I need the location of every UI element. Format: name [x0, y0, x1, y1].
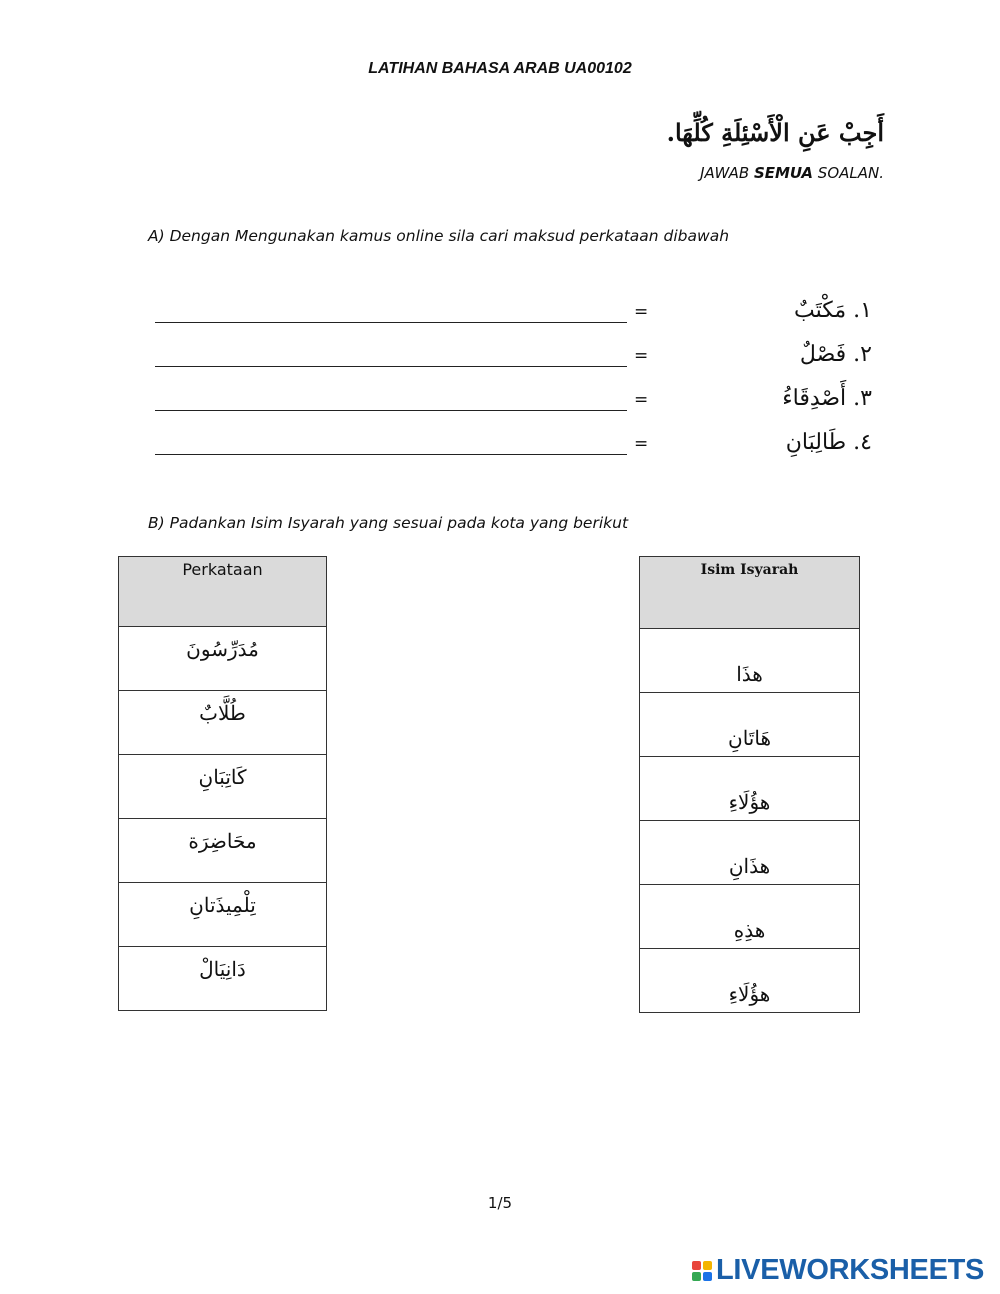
logo-tile — [703, 1261, 712, 1270]
instruction-pre: JAWAB — [700, 164, 754, 182]
isim-isyarah-header: Isim Isyarah — [640, 557, 860, 629]
equals-sign: = — [634, 346, 649, 366]
isim-isyarah-cell[interactable]: هؤُلَاءِ — [640, 757, 860, 821]
page-number: 1/5 — [487, 1194, 513, 1212]
vocab-row — [0, 388, 1000, 418]
instruction-bold: SEMUA — [753, 164, 814, 182]
isim-isyarah-cell[interactable]: هؤُلَاءِ — [640, 949, 860, 1013]
answer-blank[interactable] — [155, 366, 627, 367]
equals-sign: = — [634, 434, 649, 454]
perkataan-cell[interactable]: طُلَّابٌ — [119, 691, 327, 755]
perkataan-table — [118, 556, 327, 1011]
vocab-word: ٢. فَصْلٌ — [799, 342, 872, 367]
section-b-heading: B) Padankan Isim Isyarah yang sesuai pada kota yang berikut — [148, 514, 629, 532]
answer-blank[interactable] — [155, 410, 627, 411]
vocab-word: ٣. أَصْدِقَاءُ — [782, 386, 872, 411]
logo-grid-icon — [692, 1261, 712, 1281]
logo-tile — [703, 1272, 712, 1281]
vocab-row — [0, 300, 1000, 330]
isim-isyarah-cell[interactable]: هَاتَانِ — [640, 693, 860, 757]
vocab-word: ٤. طَالِبَانِ — [785, 430, 872, 455]
instruction-line — [700, 164, 884, 182]
isim-isyarah-cell[interactable]: هذِهِ — [640, 885, 860, 949]
logo-tile — [692, 1272, 701, 1281]
perkataan-cell[interactable]: دَانِيَالْ — [119, 947, 327, 1011]
perkataan-cell[interactable]: محَاضِرَة — [119, 819, 327, 883]
arabic-instruction: أَجِبْ عَنِ الْأَسْئِلَةِ كُلِّهَا. — [666, 118, 884, 147]
isim-isyarah-table — [639, 556, 860, 1013]
section-a-heading: A) Dengan Mengunakan kamus online sila cari maksud perkataan dibawah — [148, 227, 730, 245]
isim-isyarah-cell[interactable]: هذَا — [640, 629, 860, 693]
equals-sign: = — [634, 302, 649, 322]
logo-tile — [692, 1261, 701, 1270]
perkataan-cell[interactable]: تِلْمِيذَتانِ — [119, 883, 327, 947]
instruction-post: SOALAN. — [813, 164, 884, 182]
isim-isyarah-cell[interactable]: هذَانِ — [640, 821, 860, 885]
equals-sign: = — [634, 390, 649, 410]
answer-blank[interactable] — [155, 454, 627, 455]
vocab-row — [0, 344, 1000, 374]
liveworksheets-logo — [692, 1254, 984, 1287]
vocab-row — [0, 432, 1000, 462]
perkataan-header: Perkataan — [119, 557, 327, 627]
logo-wordmark: LIVEWORKSHEETS — [716, 1254, 985, 1286]
perkataan-cell[interactable]: كَاتِبَانِ — [119, 755, 327, 819]
vocab-word: ١. مَكْتَبٌ — [794, 298, 872, 323]
answer-blank[interactable] — [155, 322, 627, 323]
page-title: LATIHAN BAHASA ARAB UA00102 — [368, 60, 632, 77]
perkataan-cell[interactable]: مُدَرِّسُونَ — [119, 627, 327, 691]
